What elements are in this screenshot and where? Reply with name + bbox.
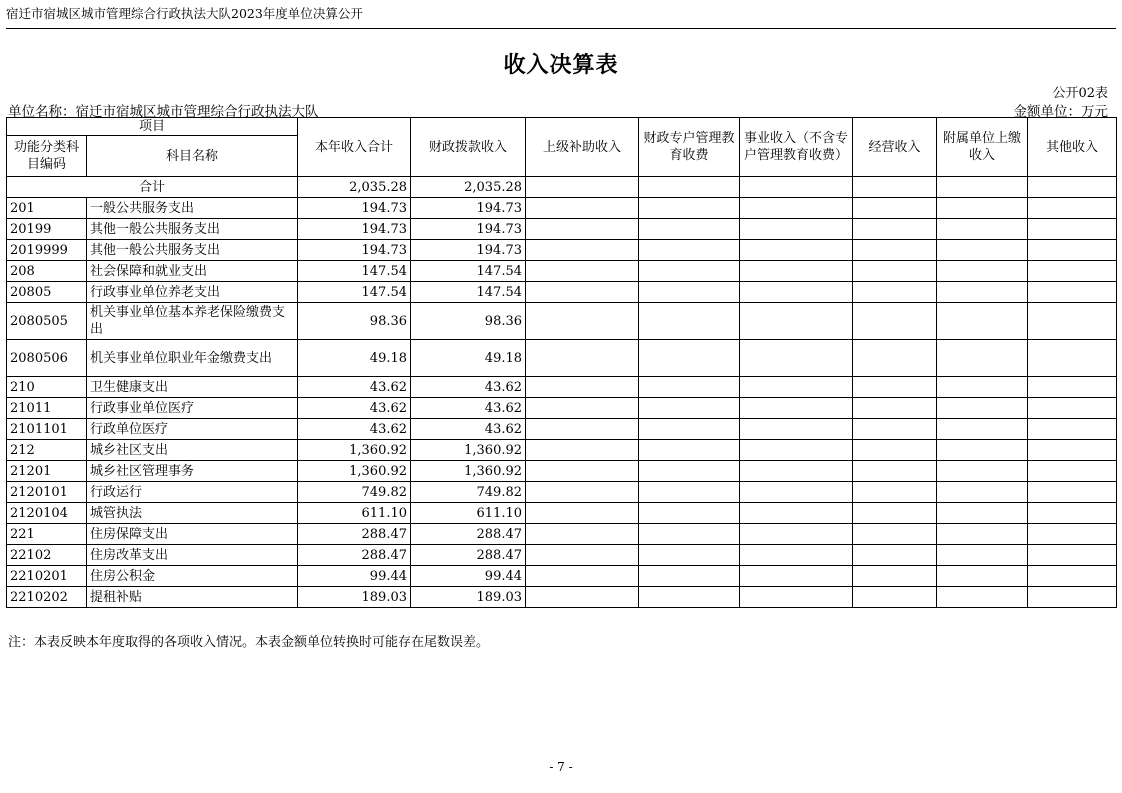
empty-cell <box>853 177 937 198</box>
empty-cell <box>853 524 937 545</box>
row-total-income: 99.44 <box>298 566 411 587</box>
empty-cell <box>526 587 639 608</box>
row-name: 机关事业单位基本养老保险缴费支出 <box>87 303 298 340</box>
row-total-income: 189.03 <box>298 587 411 608</box>
row-fiscal: 1,360.92 <box>411 440 526 461</box>
empty-cell <box>1028 398 1117 419</box>
empty-cell <box>853 503 937 524</box>
empty-cell <box>526 340 639 377</box>
empty-cell <box>1028 240 1117 261</box>
empty-cell <box>639 198 740 219</box>
header-fiscal: 财政拨款收入 <box>411 118 526 177</box>
row-fiscal: 147.54 <box>411 261 526 282</box>
empty-cell <box>639 587 740 608</box>
row-fiscal: 43.62 <box>411 398 526 419</box>
empty-cell <box>639 240 740 261</box>
row-code: 21201 <box>7 461 87 482</box>
empty-cell <box>1028 198 1117 219</box>
empty-cell <box>937 461 1028 482</box>
empty-cell <box>1028 177 1117 198</box>
row-fiscal: 189.03 <box>411 587 526 608</box>
row-code: 201 <box>7 198 87 219</box>
row-total-income: 43.62 <box>298 398 411 419</box>
empty-cell <box>1028 503 1117 524</box>
header-operating: 经营收入 <box>853 118 937 177</box>
empty-cell <box>639 461 740 482</box>
empty-cell <box>853 566 937 587</box>
empty-cell <box>526 282 639 303</box>
row-code: 2210202 <box>7 587 87 608</box>
table-row <box>7 240 1117 261</box>
empty-cell <box>937 545 1028 566</box>
empty-cell <box>639 261 740 282</box>
row-fiscal: 147.54 <box>411 282 526 303</box>
empty-cell <box>937 282 1028 303</box>
empty-cell <box>526 440 639 461</box>
empty-cell <box>1028 482 1117 503</box>
empty-cell <box>1028 545 1117 566</box>
empty-cell <box>1028 261 1117 282</box>
header-text: 宿迁市宿城区城市管理综合行政执法大队2023年度单位决算公开 <box>6 6 363 21</box>
income-table <box>6 117 1117 608</box>
empty-cell <box>1028 461 1117 482</box>
empty-cell <box>740 524 853 545</box>
empty-cell <box>1028 282 1117 303</box>
empty-cell <box>740 219 853 240</box>
row-code: 2120101 <box>7 482 87 503</box>
empty-cell <box>740 398 853 419</box>
empty-cell <box>639 419 740 440</box>
empty-cell <box>740 482 853 503</box>
empty-cell <box>853 240 937 261</box>
header-affiliated: 附属单位上缴收入 <box>937 118 1028 177</box>
row-total-income: 1,360.92 <box>298 461 411 482</box>
empty-cell <box>639 524 740 545</box>
row-name: 城乡社区支出 <box>87 440 298 461</box>
empty-cell <box>526 261 639 282</box>
header-code: 功能分类科目编码 <box>7 136 87 177</box>
table-row <box>7 503 1117 524</box>
empty-cell <box>937 219 1028 240</box>
empty-cell <box>639 398 740 419</box>
document-header <box>6 6 1116 29</box>
row-name: 一般公共服务支出 <box>87 198 298 219</box>
page-title: 收入决算表 <box>503 53 619 78</box>
empty-cell <box>853 398 937 419</box>
empty-cell <box>639 340 740 377</box>
table-row <box>7 566 1117 587</box>
empty-cell <box>740 587 853 608</box>
row-code: 20805 <box>7 282 87 303</box>
row-code: 22102 <box>7 545 87 566</box>
row-total-income: 43.62 <box>298 377 411 398</box>
empty-cell <box>1028 587 1117 608</box>
empty-cell <box>639 545 740 566</box>
empty-cell <box>937 177 1028 198</box>
row-fiscal: 99.44 <box>411 566 526 587</box>
table-row <box>7 261 1117 282</box>
row-total-income: 1,360.92 <box>298 440 411 461</box>
row-total-income: 194.73 <box>298 240 411 261</box>
row-total-income: 49.18 <box>298 340 411 377</box>
table-row <box>7 198 1117 219</box>
row-total-income: 194.73 <box>298 219 411 240</box>
empty-cell <box>937 340 1028 377</box>
row-code: 208 <box>7 261 87 282</box>
row-name: 机关事业单位职业年金缴费支出 <box>87 340 298 377</box>
empty-cell <box>526 419 639 440</box>
empty-cell <box>639 503 740 524</box>
empty-cell <box>937 587 1028 608</box>
row-name: 其他一般公共服务支出 <box>87 240 298 261</box>
row-fiscal: 194.73 <box>411 198 526 219</box>
empty-cell <box>937 261 1028 282</box>
empty-cell <box>740 240 853 261</box>
row-fiscal: 43.62 <box>411 377 526 398</box>
row-fiscal: 611.10 <box>411 503 526 524</box>
empty-cell <box>639 482 740 503</box>
empty-cell <box>853 198 937 219</box>
table-row <box>7 282 1117 303</box>
page-number: - 7 - <box>549 760 573 774</box>
empty-cell <box>639 377 740 398</box>
empty-cell <box>639 282 740 303</box>
empty-cell <box>937 440 1028 461</box>
table-row <box>7 340 1117 377</box>
table-row <box>7 482 1117 503</box>
row-total-income: 43.62 <box>298 419 411 440</box>
row-fiscal: 194.73 <box>411 219 526 240</box>
row-code: 21011 <box>7 398 87 419</box>
empty-cell <box>853 482 937 503</box>
empty-cell <box>1028 340 1117 377</box>
empty-cell <box>639 303 740 340</box>
row-fiscal: 49.18 <box>411 340 526 377</box>
row-code: 2120104 <box>7 503 87 524</box>
header-special-edu: 财政专户管理教育收费 <box>639 118 740 177</box>
empty-cell <box>853 377 937 398</box>
row-fiscal: 749.82 <box>411 482 526 503</box>
table-row <box>7 461 1117 482</box>
empty-cell <box>1028 303 1117 340</box>
header-row-1 <box>7 118 1117 136</box>
row-total-income: 147.54 <box>298 261 411 282</box>
empty-cell <box>1028 566 1117 587</box>
empty-cell <box>853 440 937 461</box>
table-row <box>7 303 1117 340</box>
empty-cell <box>853 545 937 566</box>
row-fiscal: 288.47 <box>411 545 526 566</box>
empty-cell <box>937 482 1028 503</box>
row-name: 提租补贴 <box>87 587 298 608</box>
row-total-income: 147.54 <box>298 282 411 303</box>
row-total-income: 611.10 <box>298 503 411 524</box>
total-fiscal-value: 2,035.28 <box>411 177 526 198</box>
empty-cell <box>740 177 853 198</box>
row-total-income: 288.47 <box>298 524 411 545</box>
empty-cell <box>937 240 1028 261</box>
empty-cell <box>937 419 1028 440</box>
row-name: 住房保障支出 <box>87 524 298 545</box>
row-total-income: 98.36 <box>298 303 411 340</box>
table-row <box>7 440 1117 461</box>
table-row <box>7 398 1117 419</box>
table-row <box>7 524 1117 545</box>
row-total-income: 288.47 <box>298 545 411 566</box>
header-superior: 上级补助收入 <box>526 118 639 177</box>
empty-cell <box>740 461 853 482</box>
empty-cell <box>526 303 639 340</box>
total-label: 合计 <box>7 177 298 198</box>
row-name: 卫生健康支出 <box>87 377 298 398</box>
table-row <box>7 419 1117 440</box>
row-code: 221 <box>7 524 87 545</box>
empty-cell <box>740 566 853 587</box>
unit-name: 单位名称：宿迁市宿城区城市管理综合行政执法大队 <box>8 104 319 120</box>
row-name: 住房公积金 <box>87 566 298 587</box>
empty-cell <box>526 177 639 198</box>
empty-cell <box>937 524 1028 545</box>
empty-cell <box>853 461 937 482</box>
footnote: 注：本表反映本年度取得的各项收入情况。本表金额单位转换时可能存在尾数误差。 <box>8 635 490 650</box>
row-total-income: 194.73 <box>298 198 411 219</box>
table-row <box>7 545 1117 566</box>
row-code: 2080505 <box>7 303 87 340</box>
empty-cell <box>853 340 937 377</box>
row-name: 其他一般公共服务支出 <box>87 219 298 240</box>
row-code: 2210201 <box>7 566 87 587</box>
empty-cell <box>853 587 937 608</box>
empty-cell <box>1028 524 1117 545</box>
total-income-value: 2,035.28 <box>298 177 411 198</box>
empty-cell <box>639 177 740 198</box>
empty-cell <box>526 398 639 419</box>
row-name: 住房改革支出 <box>87 545 298 566</box>
empty-cell <box>937 503 1028 524</box>
empty-cell <box>639 566 740 587</box>
row-code: 212 <box>7 440 87 461</box>
empty-cell <box>740 419 853 440</box>
empty-cell <box>526 198 639 219</box>
row-name: 行政事业单位养老支出 <box>87 282 298 303</box>
row-name: 城乡社区管理事务 <box>87 461 298 482</box>
table-row <box>7 219 1117 240</box>
empty-cell <box>639 440 740 461</box>
empty-cell <box>937 198 1028 219</box>
empty-cell <box>526 219 639 240</box>
empty-cell <box>740 440 853 461</box>
table-row <box>7 377 1117 398</box>
empty-cell <box>526 377 639 398</box>
empty-cell <box>1028 219 1117 240</box>
row-name: 行政单位医疗 <box>87 419 298 440</box>
empty-cell <box>1028 440 1117 461</box>
row-total-income: 749.82 <box>298 482 411 503</box>
empty-cell <box>853 303 937 340</box>
header-business: 事业收入（不含专户管理教育收费） <box>740 118 853 177</box>
empty-cell <box>526 524 639 545</box>
empty-cell <box>526 461 639 482</box>
empty-cell <box>740 198 853 219</box>
empty-cell <box>937 398 1028 419</box>
empty-cell <box>639 219 740 240</box>
empty-cell <box>1028 419 1117 440</box>
total-row <box>7 177 1117 198</box>
empty-cell <box>740 261 853 282</box>
header-name: 科目名称 <box>87 136 298 177</box>
row-name: 社会保障和就业支出 <box>87 261 298 282</box>
header-item: 项目 <box>7 118 298 136</box>
row-name: 城管执法 <box>87 503 298 524</box>
header-total-income: 本年收入合计 <box>298 118 411 177</box>
empty-cell <box>1028 377 1117 398</box>
empty-cell <box>853 282 937 303</box>
empty-cell <box>526 503 639 524</box>
table-row <box>7 587 1117 608</box>
empty-cell <box>937 377 1028 398</box>
empty-cell <box>740 282 853 303</box>
amount-unit: 金额单位：万元 <box>1013 104 1108 120</box>
empty-cell <box>853 261 937 282</box>
empty-cell <box>937 303 1028 340</box>
empty-cell <box>740 377 853 398</box>
empty-cell <box>526 240 639 261</box>
row-code: 20199 <box>7 219 87 240</box>
empty-cell <box>526 545 639 566</box>
row-fiscal: 98.36 <box>411 303 526 340</box>
empty-cell <box>740 340 853 377</box>
row-code: 210 <box>7 377 87 398</box>
row-name: 行政事业单位医疗 <box>87 398 298 419</box>
empty-cell <box>853 419 937 440</box>
header-other: 其他收入 <box>1028 118 1117 177</box>
row-fiscal: 1,360.92 <box>411 461 526 482</box>
row-fiscal: 288.47 <box>411 524 526 545</box>
empty-cell <box>740 545 853 566</box>
empty-cell <box>740 303 853 340</box>
row-code: 2101101 <box>7 419 87 440</box>
row-fiscal: 43.62 <box>411 419 526 440</box>
empty-cell <box>526 482 639 503</box>
row-name: 行政运行 <box>87 482 298 503</box>
empty-cell <box>526 566 639 587</box>
row-code: 2080506 <box>7 340 87 377</box>
empty-cell <box>853 219 937 240</box>
form-number: 公开02表 <box>1052 86 1108 101</box>
empty-cell <box>740 503 853 524</box>
empty-cell <box>937 566 1028 587</box>
row-code: 2019999 <box>7 240 87 261</box>
row-fiscal: 194.73 <box>411 240 526 261</box>
